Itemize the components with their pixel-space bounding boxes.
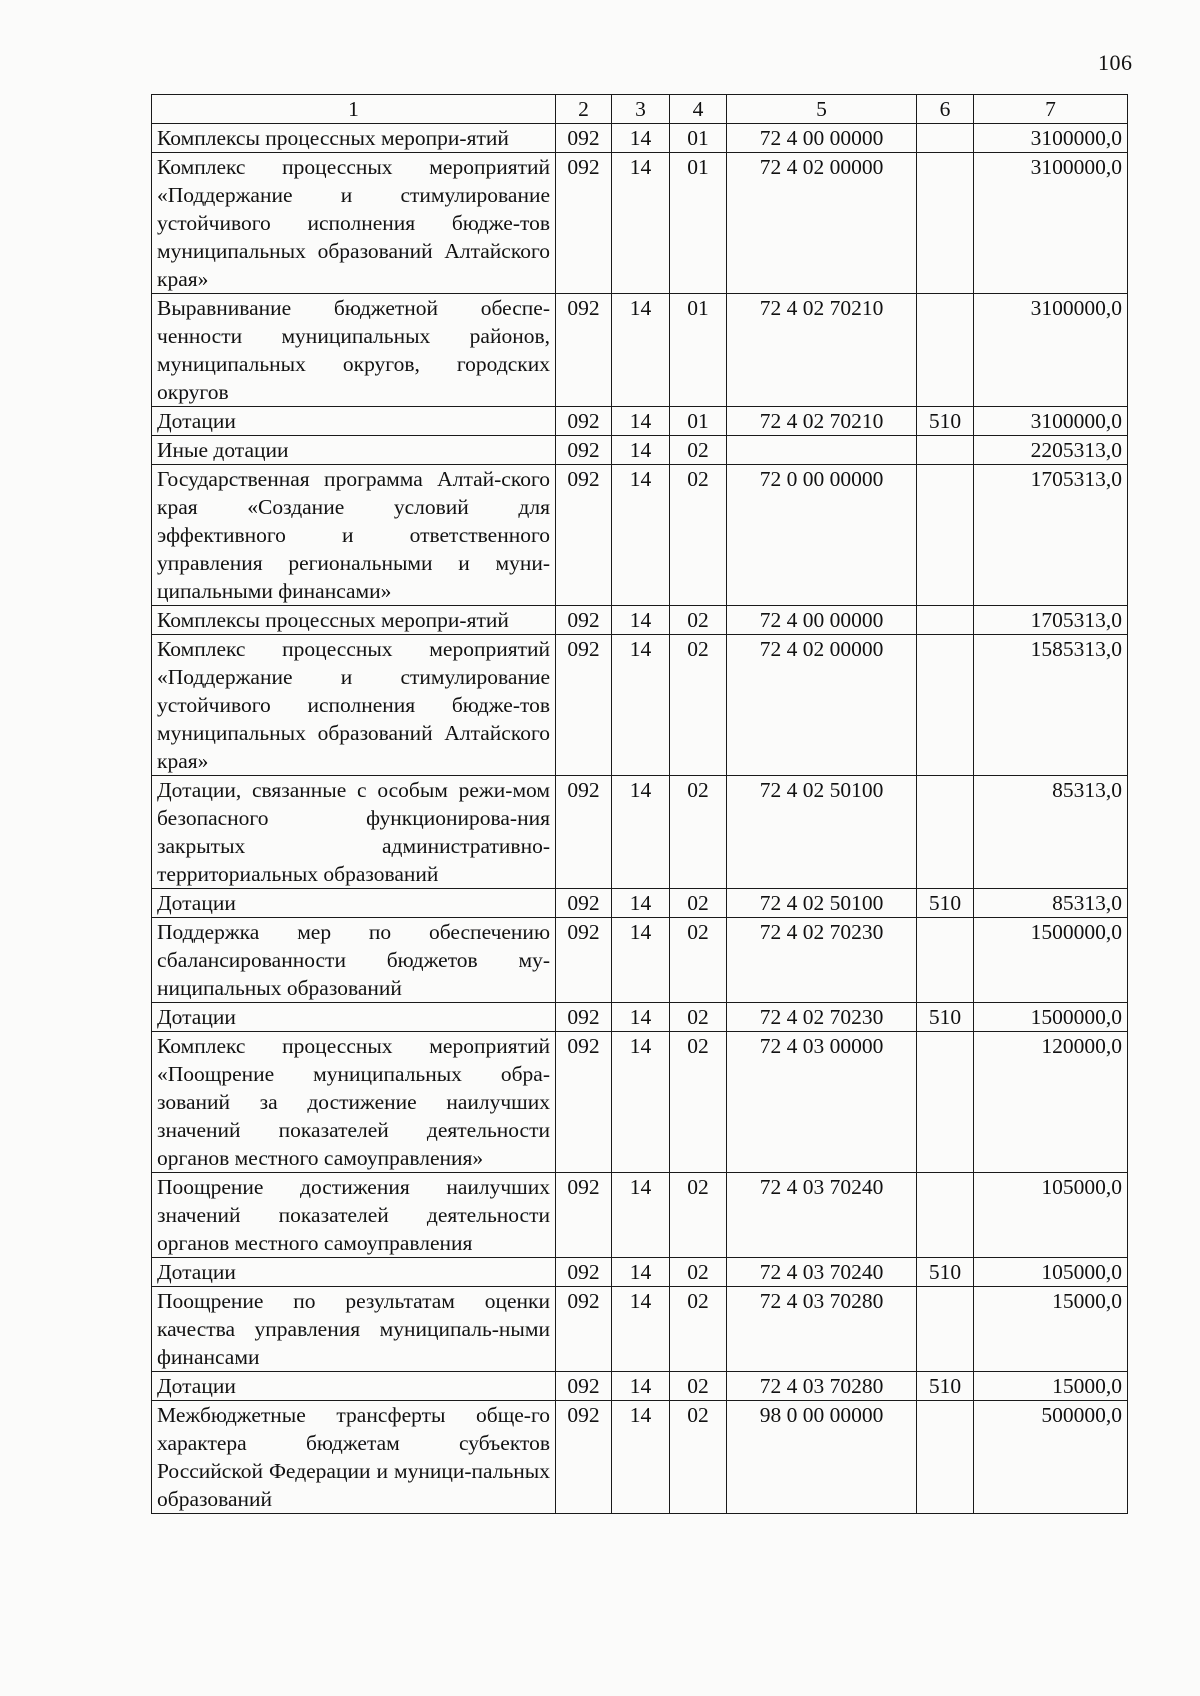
row-subsection-code: 01 — [670, 407, 727, 436]
row-amount: 120000,0 — [974, 1032, 1128, 1173]
row-amount: 1500000,0 — [974, 1003, 1128, 1032]
table-row — [152, 1003, 1128, 1032]
row-name: Поощрение по результатам оценки качества управления муниципаль-ными финансами — [152, 1287, 556, 1372]
table-row — [152, 294, 1128, 407]
row-ved-code: 092 — [556, 1003, 612, 1032]
row-expense-type — [917, 776, 974, 889]
row-target-article: 72 4 02 70230 — [727, 1003, 917, 1032]
row-ved-code: 092 — [556, 124, 612, 153]
row-target-article: 72 4 03 70240 — [727, 1258, 917, 1287]
row-target-article: 72 4 02 00000 — [727, 635, 917, 776]
row-ved-code: 092 — [556, 918, 612, 1003]
row-name: Поддержка мер по обеспечению сбалансированности бюджетов му-ниципальных образований — [152, 918, 556, 1003]
row-name: Поощрение достижения наилучших значений показателей деятельности органов местного самоуправления — [152, 1173, 556, 1258]
row-ved-code: 092 — [556, 1287, 612, 1372]
row-ved-code: 092 — [556, 1032, 612, 1173]
row-section-code: 14 — [612, 918, 670, 1003]
row-section-code: 14 — [612, 436, 670, 465]
budget-table — [151, 94, 1128, 1514]
row-name: Дотации — [152, 1003, 556, 1032]
row-name: Межбюджетные трансферты обще-го характера бюджетам субъектов Российской Федерации и муници-пальных образований — [152, 1401, 556, 1514]
row-expense-type — [917, 124, 974, 153]
row-name: Дотации — [152, 1372, 556, 1401]
row-subsection-code: 01 — [670, 294, 727, 407]
table-row — [152, 635, 1128, 776]
row-expense-type — [917, 1173, 974, 1258]
row-expense-type: 510 — [917, 1258, 974, 1287]
row-amount: 15000,0 — [974, 1372, 1128, 1401]
row-target-article: 72 0 00 00000 — [727, 465, 917, 606]
row-ved-code: 092 — [556, 606, 612, 635]
row-amount: 15000,0 — [974, 1287, 1128, 1372]
row-subsection-code: 02 — [670, 606, 727, 635]
row-amount: 1705313,0 — [974, 465, 1128, 606]
table-row — [152, 436, 1128, 465]
row-target-article: 72 4 02 70210 — [727, 294, 917, 407]
row-section-code: 14 — [612, 294, 670, 407]
row-ved-code: 092 — [556, 1372, 612, 1401]
row-expense-type — [917, 153, 974, 294]
row-ved-code: 092 — [556, 294, 612, 407]
row-name: Выравнивание бюджетной обеспе-ченности муниципальных районов, муниципальных округов, городских округов — [152, 294, 556, 407]
row-ved-code: 092 — [556, 889, 612, 918]
row-expense-type — [917, 465, 974, 606]
row-target-article: 72 4 02 50100 — [727, 889, 917, 918]
row-amount: 85313,0 — [974, 776, 1128, 889]
row-section-code: 14 — [612, 124, 670, 153]
row-name: Дотации — [152, 889, 556, 918]
row-subsection-code: 02 — [670, 918, 727, 1003]
row-subsection-code: 02 — [670, 1173, 727, 1258]
row-expense-type — [917, 1032, 974, 1173]
row-amount: 1500000,0 — [974, 918, 1128, 1003]
row-name: Государственная программа Алтай-ского края «Создание условий для эффективного и ответственного управления региональными и муни-ципальными финансами» — [152, 465, 556, 606]
row-subsection-code: 02 — [670, 1372, 727, 1401]
row-expense-type — [917, 918, 974, 1003]
table-row — [152, 1401, 1128, 1514]
row-expense-type: 510 — [917, 889, 974, 918]
row-subsection-code: 02 — [670, 635, 727, 776]
table-row — [152, 889, 1128, 918]
row-name: Иные дотации — [152, 436, 556, 465]
row-name: Комплекс процессных мероприятий «Поощрение муниципальных обра-зований за достижение наилучших значений показателей деятельности органов местного самоуправления» — [152, 1032, 556, 1173]
row-amount: 105000,0 — [974, 1258, 1128, 1287]
row-target-article — [727, 436, 917, 465]
header-col-5: 5 — [727, 95, 917, 124]
header-col-3: 3 — [612, 95, 670, 124]
row-subsection-code: 02 — [670, 1287, 727, 1372]
row-section-code: 14 — [612, 1032, 670, 1173]
row-expense-type — [917, 294, 974, 407]
table-row — [152, 1032, 1128, 1173]
table-row — [152, 1173, 1128, 1258]
table-row — [152, 1258, 1128, 1287]
row-ved-code: 092 — [556, 1401, 612, 1514]
row-ved-code: 092 — [556, 635, 612, 776]
row-ved-code: 092 — [556, 776, 612, 889]
row-section-code: 14 — [612, 635, 670, 776]
table-row — [152, 918, 1128, 1003]
row-section-code: 14 — [612, 1003, 670, 1032]
row-name: Комплексы процессных меропри-ятий — [152, 124, 556, 153]
table-row — [152, 153, 1128, 294]
header-col-2: 2 — [556, 95, 612, 124]
row-expense-type: 510 — [917, 1003, 974, 1032]
row-section-code: 14 — [612, 606, 670, 635]
row-ved-code: 092 — [556, 436, 612, 465]
header-col-6: 6 — [917, 95, 974, 124]
row-section-code: 14 — [612, 776, 670, 889]
row-subsection-code: 02 — [670, 776, 727, 889]
row-expense-type: 510 — [917, 1372, 974, 1401]
row-ved-code: 092 — [556, 407, 612, 436]
row-target-article: 72 4 00 00000 — [727, 124, 917, 153]
row-subsection-code: 02 — [670, 436, 727, 465]
row-section-code: 14 — [612, 465, 670, 606]
table-row — [152, 407, 1128, 436]
row-target-article: 72 4 02 70210 — [727, 407, 917, 436]
row-name: Комплекс процессных мероприятий «Поддержание и стимулирование устойчивого исполнения бюдже-тов муниципальных образований Алтайского края» — [152, 153, 556, 294]
row-name: Комплекс процессных мероприятий «Поддержание и стимулирование устойчивого исполнения бюдже-тов муниципальных образований Алтайского края» — [152, 635, 556, 776]
row-amount: 1585313,0 — [974, 635, 1128, 776]
row-target-article: 72 4 00 00000 — [727, 606, 917, 635]
table-row — [152, 465, 1128, 606]
row-target-article: 72 4 03 00000 — [727, 1032, 917, 1173]
row-expense-type — [917, 1401, 974, 1514]
row-name: Комплексы процессных меропри-ятий — [152, 606, 556, 635]
row-ved-code: 092 — [556, 1258, 612, 1287]
row-target-article: 72 4 03 70240 — [727, 1173, 917, 1258]
page-number: 106 — [1098, 50, 1133, 75]
header-row — [152, 95, 1128, 124]
row-target-article: 72 4 02 70230 — [727, 918, 917, 1003]
header-col-4: 4 — [670, 95, 727, 124]
row-amount: 3100000,0 — [974, 407, 1128, 436]
row-name: Дотации — [152, 1258, 556, 1287]
row-section-code: 14 — [612, 1173, 670, 1258]
row-amount: 3100000,0 — [974, 124, 1128, 153]
row-ved-code: 092 — [556, 153, 612, 294]
row-name: Дотации — [152, 407, 556, 436]
row-subsection-code: 02 — [670, 1032, 727, 1173]
table-row — [152, 776, 1128, 889]
table-row — [152, 124, 1128, 153]
table-row — [152, 1372, 1128, 1401]
row-expense-type — [917, 1287, 974, 1372]
row-amount: 3100000,0 — [974, 153, 1128, 294]
row-subsection-code: 02 — [670, 889, 727, 918]
row-ved-code: 092 — [556, 1173, 612, 1258]
row-subsection-code: 02 — [670, 465, 727, 606]
row-amount: 500000,0 — [974, 1401, 1128, 1514]
header-col-1: 1 — [152, 95, 556, 124]
row-name: Дотации, связанные с особым режи-мом безопасного функционирова-ния закрытых административно-территориальных образований — [152, 776, 556, 889]
row-section-code: 14 — [612, 153, 670, 294]
row-amount: 3100000,0 — [974, 294, 1128, 407]
row-target-article: 72 4 02 50100 — [727, 776, 917, 889]
row-amount: 85313,0 — [974, 889, 1128, 918]
row-subsection-code: 02 — [670, 1258, 727, 1287]
row-expense-type: 510 — [917, 407, 974, 436]
table-row — [152, 1287, 1128, 1372]
row-section-code: 14 — [612, 889, 670, 918]
header-col-7: 7 — [974, 95, 1128, 124]
row-amount: 105000,0 — [974, 1173, 1128, 1258]
row-target-article: 72 4 03 70280 — [727, 1372, 917, 1401]
table-body — [152, 124, 1128, 1514]
table-row — [152, 606, 1128, 635]
row-expense-type — [917, 436, 974, 465]
row-section-code: 14 — [612, 1287, 670, 1372]
row-ved-code: 092 — [556, 465, 612, 606]
row-subsection-code: 01 — [670, 153, 727, 294]
row-expense-type — [917, 606, 974, 635]
row-target-article: 72 4 02 00000 — [727, 153, 917, 294]
row-amount: 2205313,0 — [974, 436, 1128, 465]
row-target-article: 72 4 03 70280 — [727, 1287, 917, 1372]
row-amount: 1705313,0 — [974, 606, 1128, 635]
row-subsection-code: 02 — [670, 1401, 727, 1514]
row-section-code: 14 — [612, 407, 670, 436]
row-subsection-code: 01 — [670, 124, 727, 153]
row-expense-type — [917, 635, 974, 776]
row-section-code: 14 — [612, 1258, 670, 1287]
row-section-code: 14 — [612, 1401, 670, 1514]
row-section-code: 14 — [612, 1372, 670, 1401]
row-target-article: 98 0 00 00000 — [727, 1401, 917, 1514]
row-subsection-code: 02 — [670, 1003, 727, 1032]
